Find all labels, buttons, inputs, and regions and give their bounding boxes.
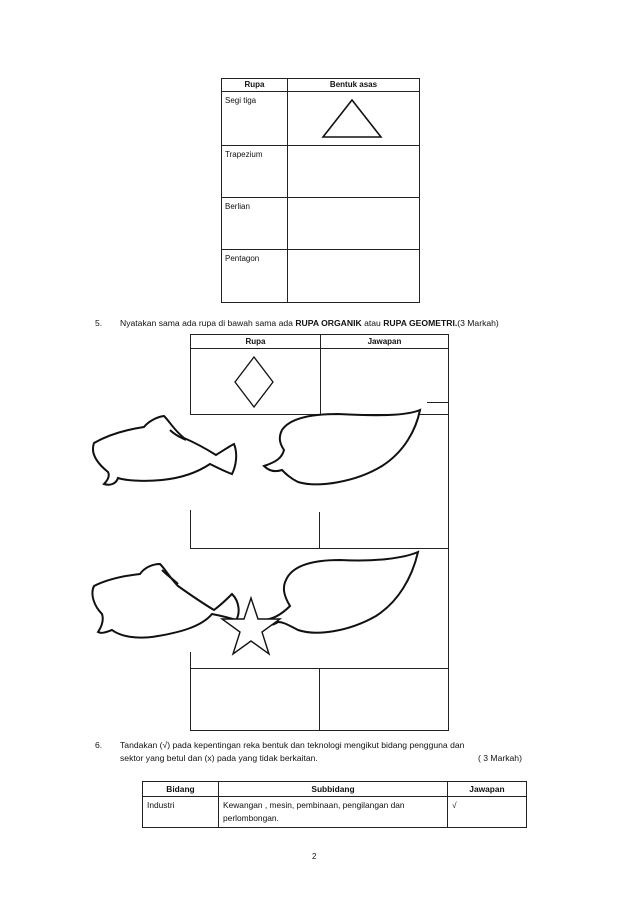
question-5-text-before: Nyatakan sama ada rupa di bawah sama ada — [120, 318, 296, 328]
answer-cell-triangle — [288, 92, 420, 146]
answer-cell-trapezium[interactable] — [288, 146, 420, 198]
table2-row3-divider — [319, 668, 320, 730]
header-subbidang: Subbidang — [219, 782, 448, 797]
question-5-organik: RUPA ORGANIK — [295, 318, 362, 328]
question-5-geometri: RUPA GEOMETRI. — [383, 318, 458, 328]
shapes-overlay — [86, 400, 446, 670]
header-rupa: Rupa — [222, 79, 288, 92]
table2-row3-bottom — [190, 730, 449, 731]
question-5-mid: atau — [361, 318, 384, 328]
question-6-marks: ( 3 Markah) — [478, 753, 522, 763]
question-5-marks: (3 Markah) — [457, 318, 499, 328]
bidang-table — [142, 781, 527, 828]
question-6-line1: Tandakan (√) pada kepentingan reka bentuk dan teknologi mengikut bidang pengguna dan — [120, 740, 465, 750]
question-6-line2: sektor yang betul dan (x) pada yang tidak berkaitan. — [120, 753, 318, 763]
page-number: 2 — [312, 852, 317, 861]
question-5-number: 5. — [95, 318, 103, 328]
header-jawapan-3: Jawapan — [448, 782, 527, 797]
table2-right-border — [448, 402, 449, 730]
fish-icon — [92, 564, 238, 638]
subbidang-cell: Kewangan , mesin, pembinaan, pengilangan dan perlombongan. — [219, 797, 448, 828]
header-jawapan: Jawapan — [321, 335, 449, 349]
row-label-trapezium: Trapezium — [222, 146, 288, 198]
question-5-text — [120, 317, 499, 330]
question-6-number: 6. — [95, 740, 103, 750]
answer-cell-pentagon[interactable] — [288, 250, 420, 303]
header-bidang: Bidang — [143, 782, 219, 797]
bidang-cell: Industri — [143, 797, 219, 828]
leaf-icon — [264, 410, 420, 484]
row-label-pentagon: Pentagon — [222, 250, 288, 303]
row-label-berlian: Berlian — [222, 198, 288, 250]
shape-table — [221, 78, 420, 303]
triangle-icon — [321, 99, 383, 139]
table-row — [143, 797, 527, 828]
jawapan-cell[interactable]: √ — [448, 797, 527, 828]
answer-cell-berlian[interactable] — [288, 198, 420, 250]
fish-icon — [93, 416, 236, 485]
leaf-icon — [262, 552, 418, 633]
header-bentuk-asas: Bentuk asas — [288, 79, 420, 92]
row-label-segi-tiga: Segi tiga — [222, 92, 288, 146]
header-rupa-2: Rupa — [191, 335, 321, 349]
